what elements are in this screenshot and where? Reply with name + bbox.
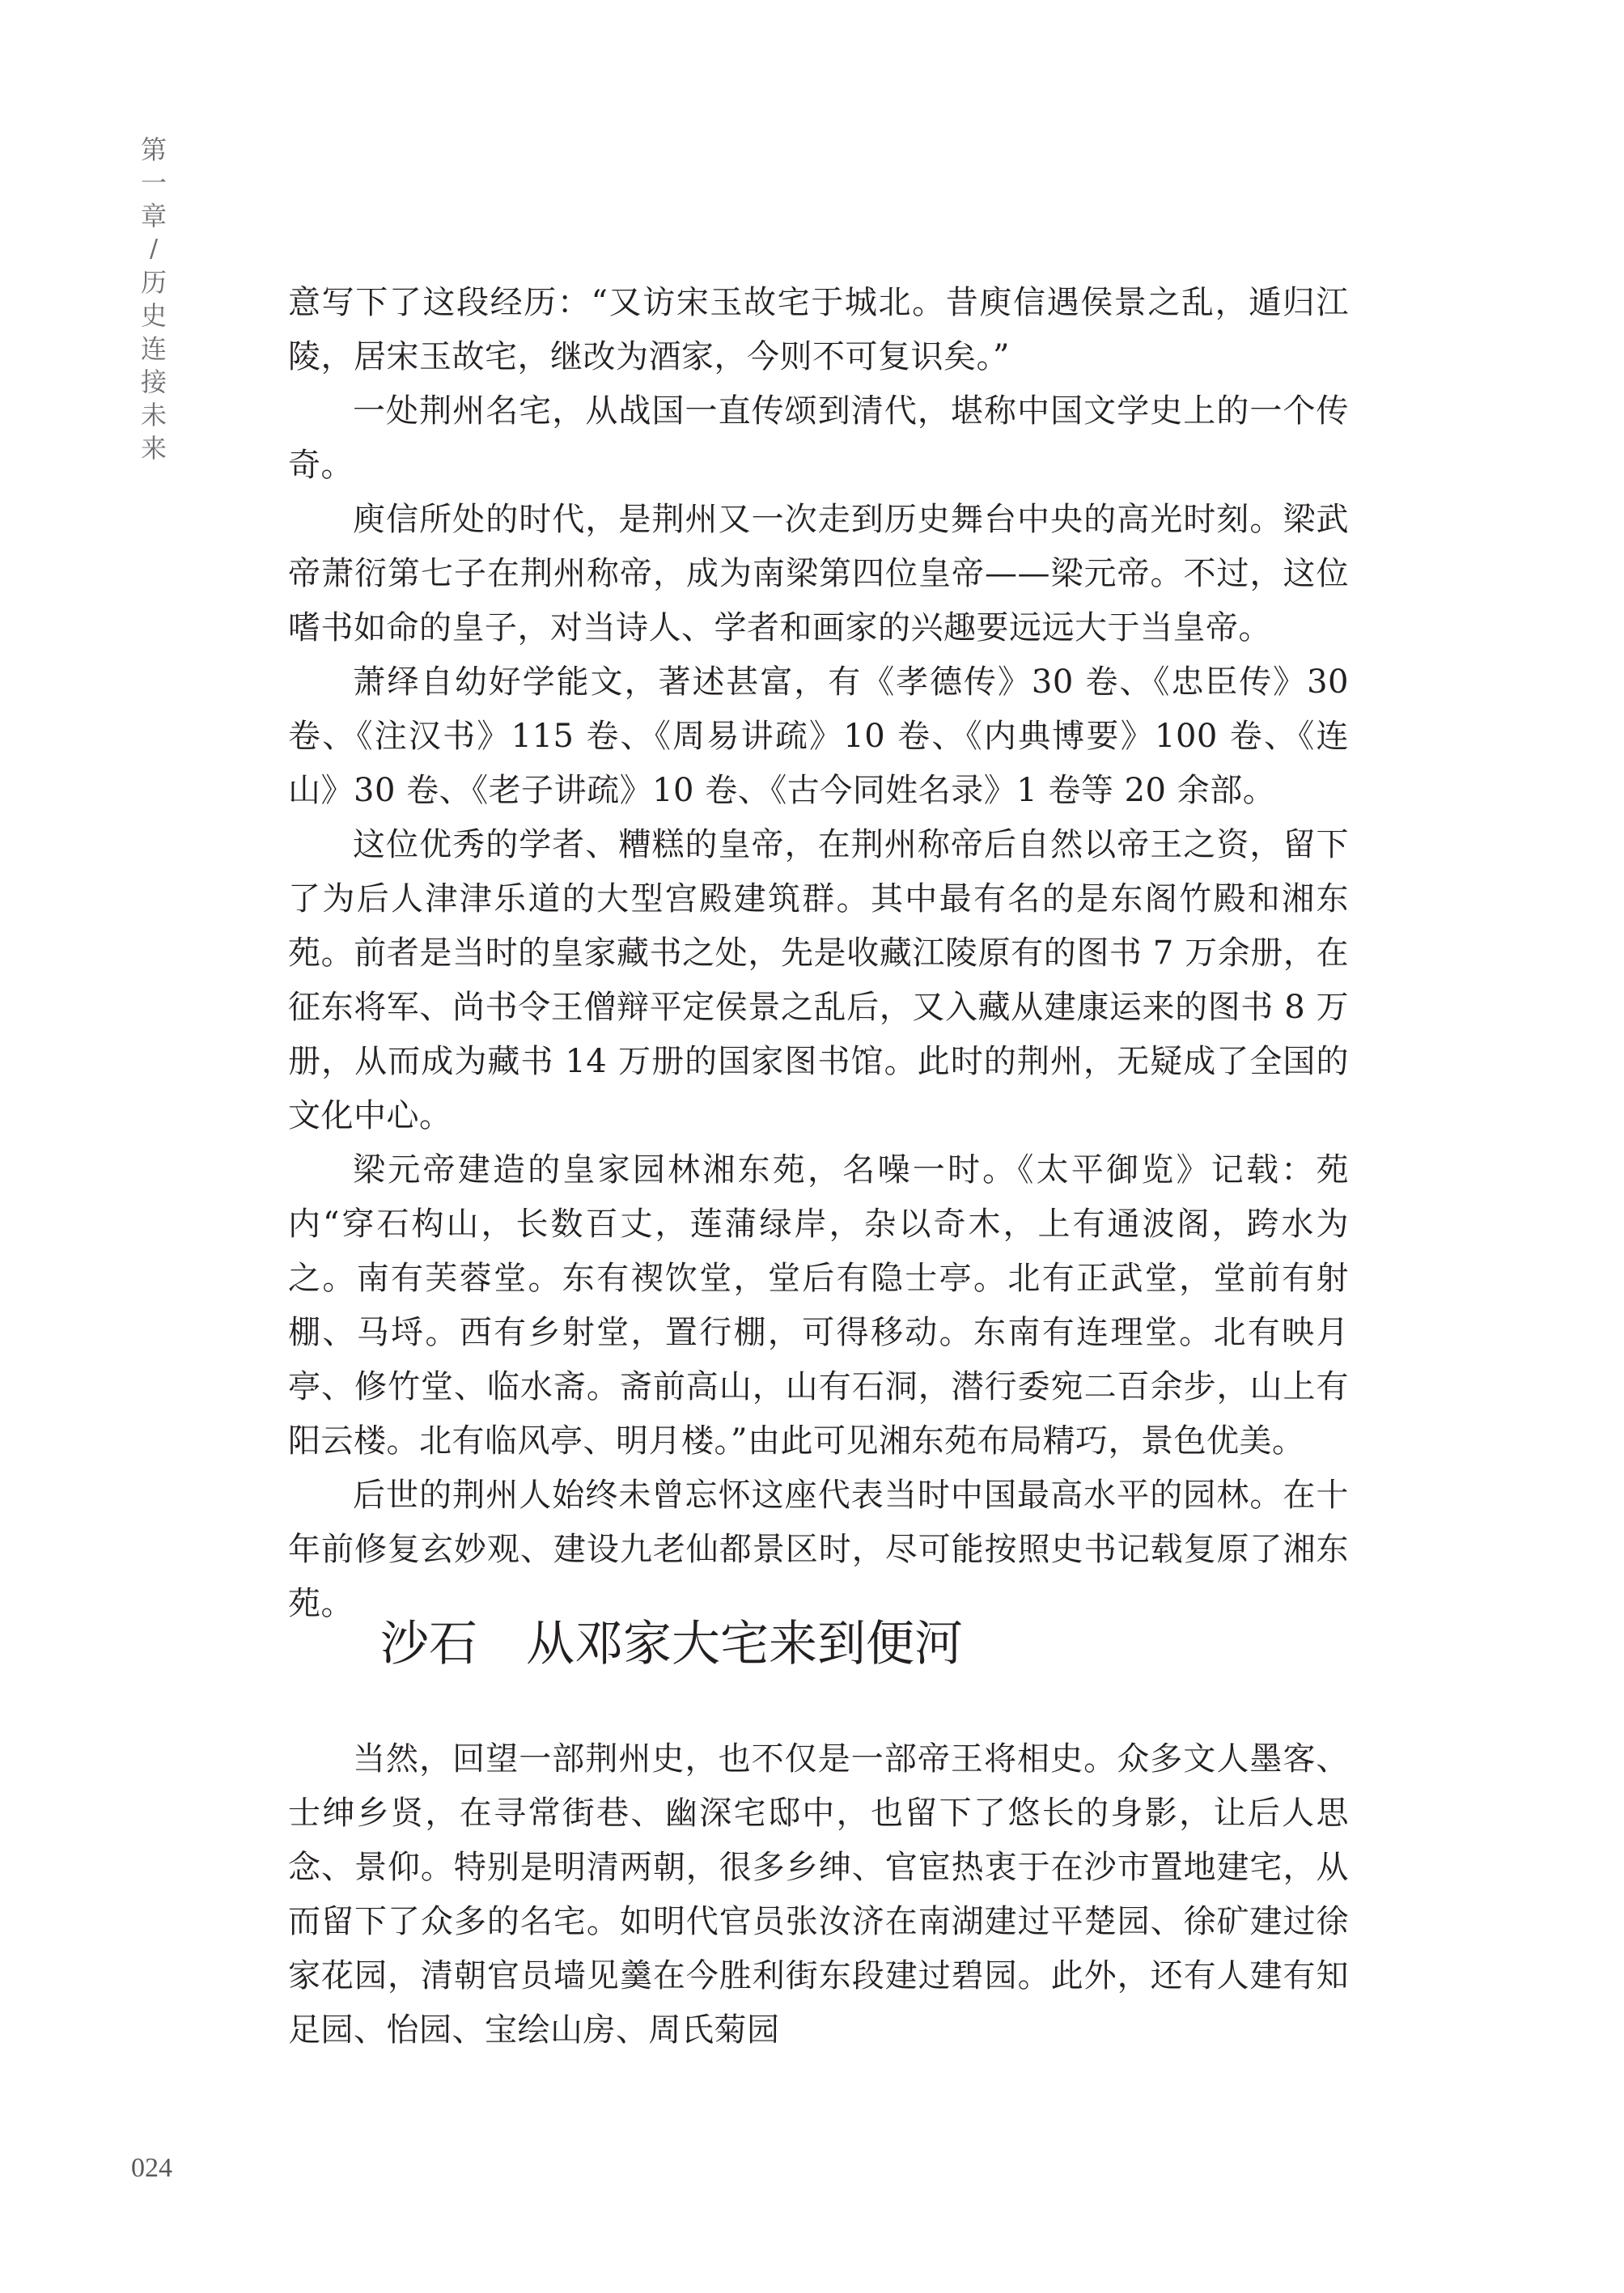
paragraph: 梁元帝建造的皇家园林湘东苑，名噪一时。《太平御览》记载：苑内“穿石构山，长数百丈，莲蒲绿岸，杂以奇木，上有通波阁，跨水为之。南有芙蓉堂。东有禊饮堂，堂后有隐士亭。北有正武堂，堂前有射棚、马埒。西有乡射堂，置行棚，可得移动。东南有连理堂。北有映月亭、修竹堂、临水斋。斋前高山，山有石洞，潜行委宛二百余步，山上有阳云楼。北有临风亭、明月楼。”由此可见湘东苑布局精巧，景色优美。: [288, 1151, 1349, 1460]
running-head-title-char-1: 历: [140, 267, 167, 298]
paragraph: 后世的荆州人始终未曾忘怀这座代表当时中国最高水平的园林。在十年前修复玄妙观、建设九老仙都景区时，尽可能按照史书记载复原了湘东苑。: [288, 1477, 1349, 1622]
paragraph: 萧绎自幼好学能文，著述甚富，有《孝德传》30 卷、《忠臣传》30 卷、《注汉书》115 卷、《周易讲疏》10 卷、《内典博要》100 卷、《连山》30 卷、《老子讲疏》10 卷、《古今同姓名录》1 卷等 20 余部。: [288, 663, 1349, 809]
running-head-chapter-char-3: 章: [140, 201, 167, 231]
running-head-chapter-char-1: 第: [140, 134, 167, 165]
section-text-block: [288, 1732, 1349, 2058]
running-head-title-char-4: 接: [140, 367, 167, 397]
running-head-title-char-3: 连: [140, 333, 167, 364]
running-head-title-char-6: 来: [140, 433, 167, 464]
main-text-block: [288, 276, 1349, 1631]
running-head: [136, 134, 172, 465]
running-head-title-char-2: 史: [140, 300, 167, 331]
paragraph: 一处荆州名宅，从战国一直传颂到清代，堪称中国文学史上的一个传奇。: [288, 392, 1349, 484]
paragraph-continued: 意写下了这段经历：“又访宋玉故宅于城北。昔庾信遇侯景之乱，遁归江陵，居宋玉故宅，继改为酒家，今则不可复识矣。”: [288, 284, 1349, 375]
page-number: 024: [131, 2153, 172, 2183]
running-head-chapter-char-2: 一: [140, 167, 167, 198]
paragraph: 这位优秀的学者、糟糕的皇帝，在荆州称帝后自然以帝王之资，留下了为后人津津乐道的大型宫殿建筑群。其中最有名的是东阁竹殿和湘东苑。前者是当时的皇家藏书之处，先是收藏江陵原有的图书 7 万余册，在征东将军、尚书令王僧辩平定侯景之乱后，又入藏从建康运来的图书 8 万册，从而成为藏书 14 万册的国家图书馆。此时的荆州，无疑成了全国的文化中心。: [288, 826, 1349, 1134]
paragraph: 当然，回望一部荆州史，也不仅是一部帝王将相史。众多文人墨客、士绅乡贤，在寻常街巷、幽深宅邸中，也留下了悠长的身影，让后人思念、景仰。特别是明清两朝，很多乡绅、官宦热衷于在沙市置地建宅，从而留下了众多的名宅。如明代官员张汝济在南湖建过平楚园、徐矿建过徐家花园，清朝官员墙见羹在今胜利街东段建过碧园。此外，还有人建有知足园、怡园、宝绘山房、周氏菊园: [288, 1740, 1349, 2049]
running-head-separator: /: [149, 235, 159, 263]
paragraph: 庾信所处的时代，是荆州又一次走到历史舞台中央的高光时刻。梁武帝萧衍第七子在荆州称帝，成为南梁第四位皇帝——梁元帝。不过，这位嗜书如命的皇子，对当诗人、学者和画家的兴趣要远远大于当皇帝。: [288, 501, 1349, 646]
running-head-title-char-5: 未: [140, 400, 167, 430]
section-heading: 沙石 从邓家大宅来到便河: [380, 1616, 963, 1672]
